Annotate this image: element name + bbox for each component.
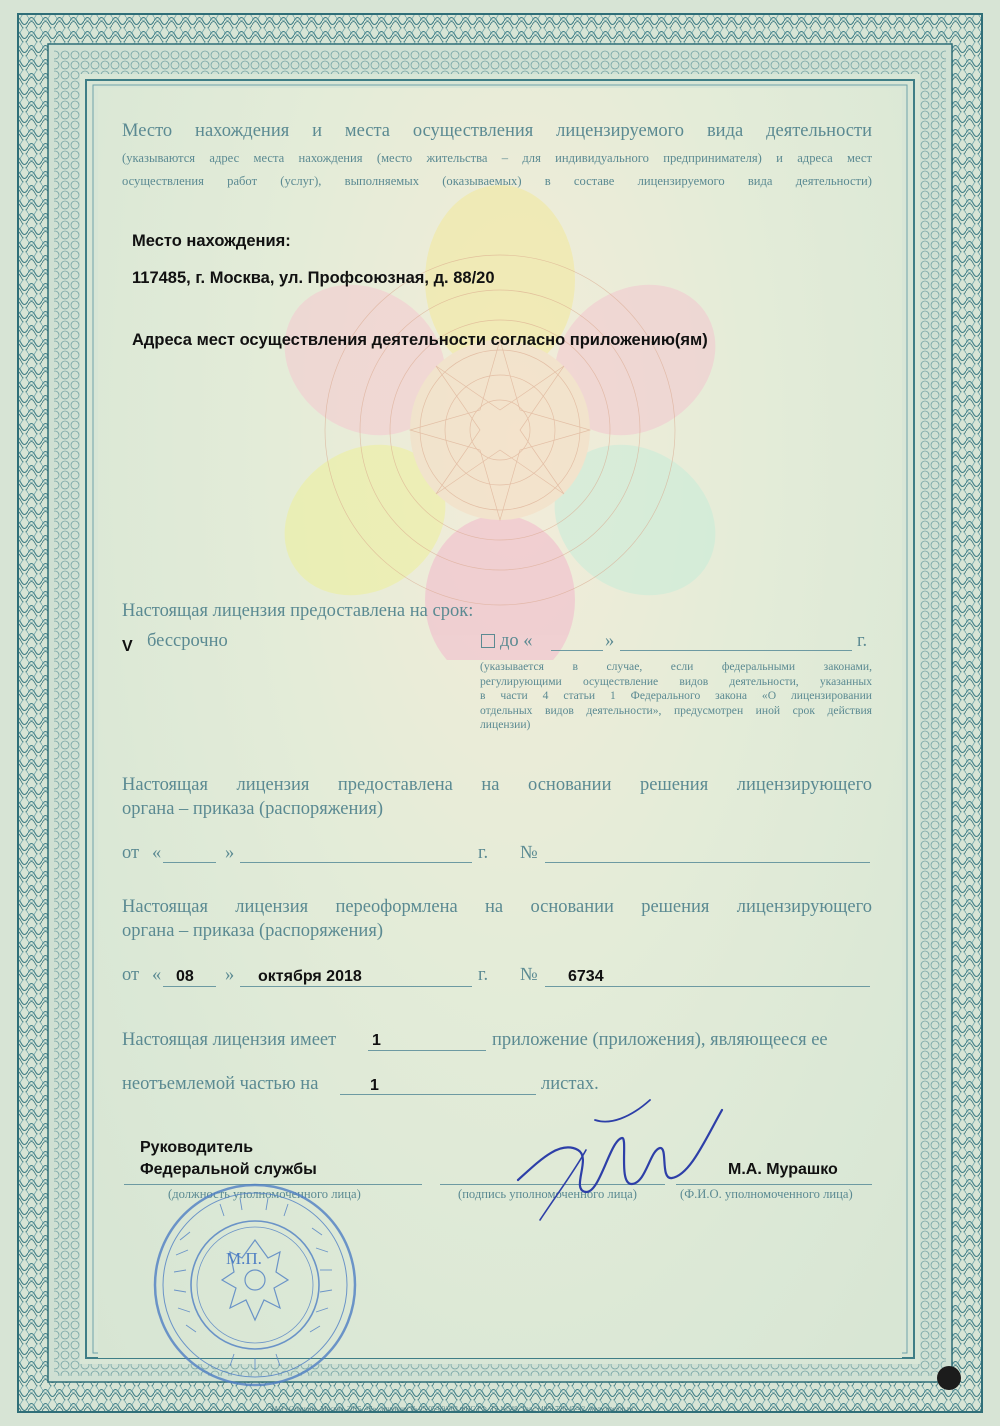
reissue-number-label: №: [520, 965, 538, 985]
reissue-number-line: [545, 986, 870, 987]
reissue-line1: Настоящая лицензия переоформлена на основании решения лицензирующего: [122, 897, 872, 917]
rosette-ornament: [240, 180, 760, 660]
reissue-day-line: [163, 986, 216, 987]
reissue-number: 6734: [568, 968, 604, 985]
term-label: Настоящая лицензия предоставлена на срок:: [122, 601, 474, 621]
term-until-close: »: [605, 631, 615, 651]
grant-quote-close: »: [225, 843, 235, 863]
reissue-quote-open: «: [152, 965, 162, 985]
term-until-checkbox: [481, 634, 495, 648]
appendix-count-line: [368, 1050, 486, 1051]
handwritten-signature: [500, 1080, 730, 1230]
term-unlimited-mark: V: [122, 638, 133, 655]
reissue-year-suffix: г.: [478, 965, 489, 985]
grant-date-line: [240, 862, 472, 863]
reissue-from: от: [122, 965, 140, 985]
header-title: Место нахождения и места осуществления лицензируемого вида деятельности: [122, 121, 872, 141]
reissue-line2: органа – приказа (распоряжения): [122, 921, 383, 941]
position-caption: (должность уполномоченного лица): [168, 1187, 361, 1201]
term-note-1: (указывается в случае, если федеральными законами,: [480, 660, 872, 673]
term-note-3: в части 4 статьи 1 Федерального закона «О лицензировании: [480, 689, 872, 702]
position-line1: Руководитель: [140, 1139, 254, 1156]
header-note-line1: (указываются адрес места нахождения (место жительства – для индивидуального предпринимателя) и адреса мест: [122, 151, 872, 165]
term-day-line: [551, 650, 603, 651]
term-unlimited: бессрочно: [147, 631, 228, 651]
grant-line2: органа – приказа (распоряжения): [122, 799, 383, 819]
grant-from: от: [122, 843, 140, 863]
signatory-name: М.А. Мурашко: [728, 1161, 838, 1178]
location-address: 117485, г. Москва, ул. Профсоюзная, д. 88/20: [132, 269, 495, 287]
reissue-date-line: [240, 986, 472, 987]
term-until-prefix: до «: [500, 631, 533, 651]
name-caption: (Ф.И.О. уполномоченного лица): [680, 1187, 853, 1201]
term-note-4: отдельных видов деятельности», предусмотрен иной срок действия: [480, 703, 872, 717]
reissue-quote-close: »: [225, 965, 235, 985]
grant-quote-open: «: [152, 843, 162, 863]
seal-mp: М.П.: [226, 1249, 262, 1268]
term-note-2: регулирующими осуществление видов деятельности, указанных: [480, 674, 872, 688]
grant-number-label: №: [520, 843, 538, 863]
footer-imprint: ЗАО «Опцион», Москва, 2015, «Б», лицензия № 05-05-09/003 ФНС РФ, ТЗ №548. Тел.: (495) 726-47-42, www.opcion.ru: [270, 1405, 633, 1413]
appendix-line2-prefix: неотъемлемой частью на: [122, 1074, 319, 1094]
appendix-line1-suffix: приложение (приложения), являющееся ее: [492, 1030, 828, 1050]
appendix-count: 1: [372, 1032, 381, 1049]
signature-caption: (подпись уполномоченного лица): [458, 1187, 637, 1201]
binding-hole: [937, 1366, 961, 1390]
term-note-5: лицензии): [480, 718, 531, 731]
grant-year-suffix: г.: [478, 843, 489, 863]
appendix-line1-prefix: Настоящая лицензия имеет: [122, 1030, 337, 1050]
official-seal: [150, 1180, 360, 1390]
grant-day-line: [163, 862, 216, 863]
appendix-line2-suffix: листах.: [541, 1074, 599, 1094]
reissue-month-year: октября 2018: [258, 968, 362, 985]
position-line2: Федеральной службы: [140, 1161, 317, 1178]
term-year-suffix: г.: [857, 631, 868, 651]
header-note-line2: осуществления работ (услуг), выполняемых (оказываемых) в составе лицензируемого вида деятельности): [122, 174, 872, 188]
grant-number-line: [545, 862, 870, 863]
reissue-day: 08: [176, 968, 194, 985]
location-label: Место нахождения:: [132, 232, 291, 250]
appendix-sheets: 1: [370, 1077, 379, 1094]
activity-addresses: Адреса мест осуществления деятельности согласно приложению(ям): [132, 331, 708, 349]
term-month-line: [620, 650, 852, 651]
grant-line1: Настоящая лицензия предоставлена на основании решения лицензирующего: [122, 775, 872, 795]
